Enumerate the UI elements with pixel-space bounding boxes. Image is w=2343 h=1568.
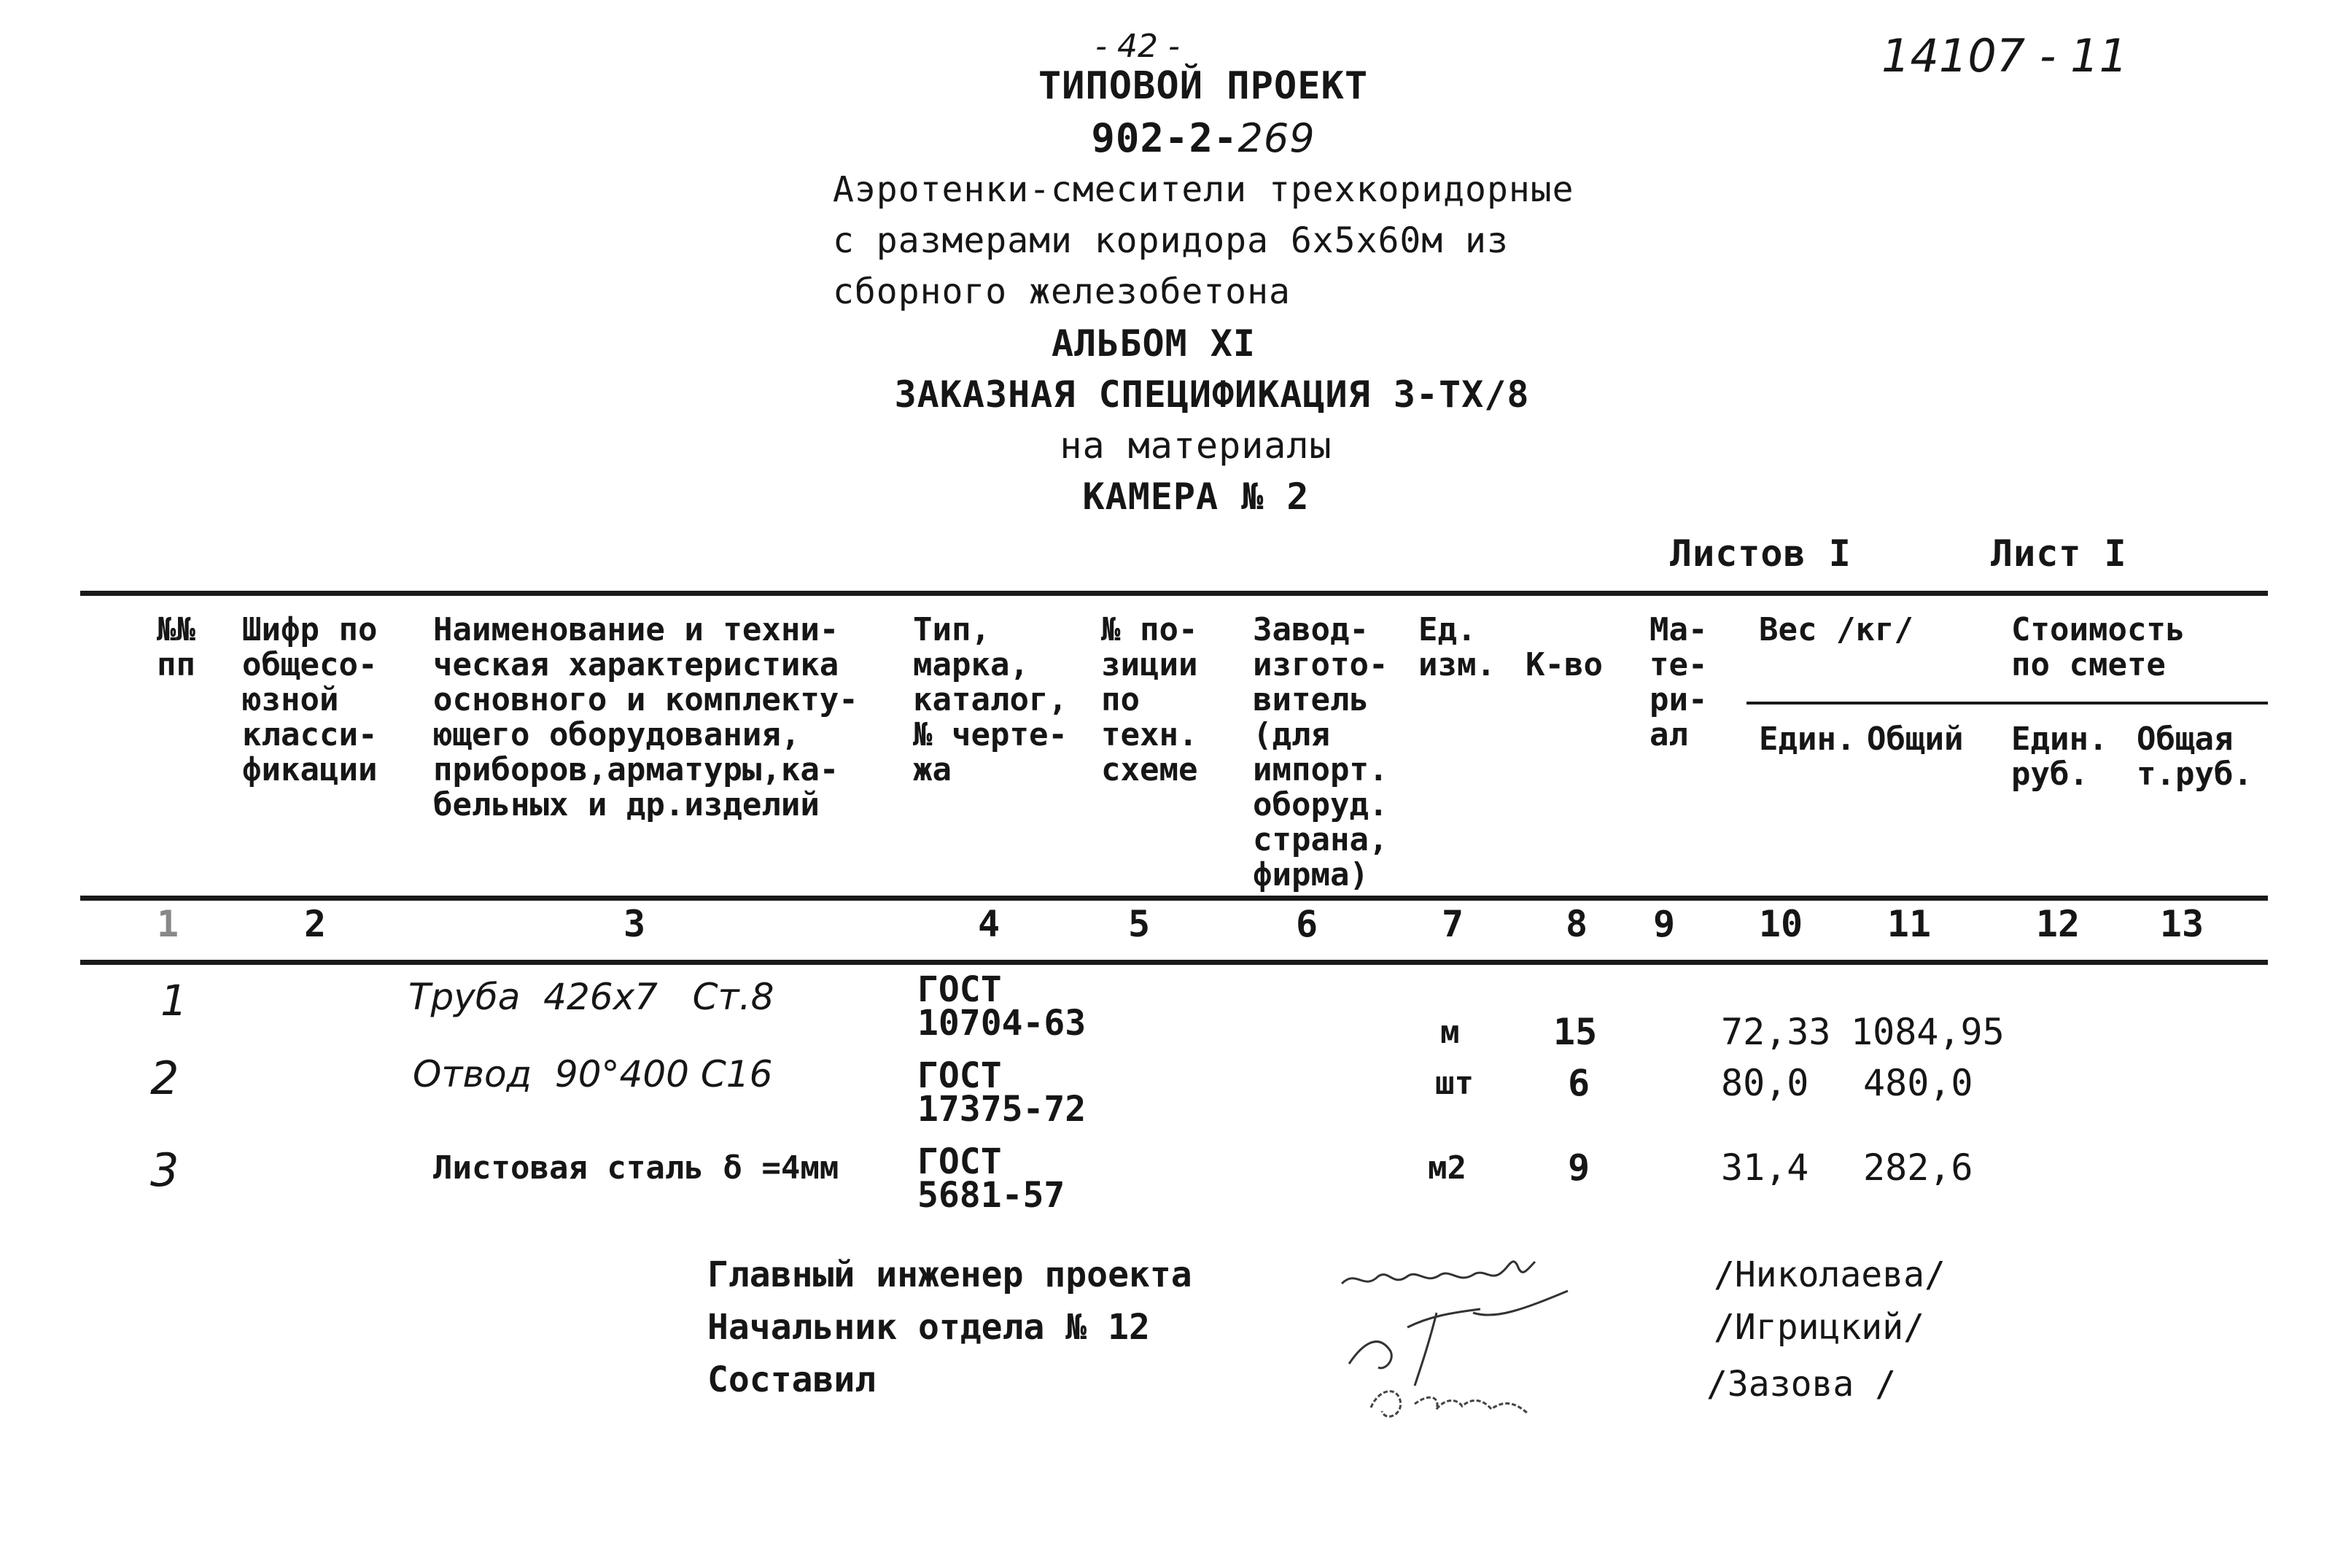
handwritten-signatures bbox=[1327, 1240, 1633, 1429]
weight-cost-subrule bbox=[1746, 702, 2268, 705]
signature-name-compiled-by: /Зазова / bbox=[1706, 1364, 1897, 1405]
table-row-2-total-weight: 480,0 bbox=[1863, 1062, 1973, 1104]
sheet-current: Лист I bbox=[1991, 532, 2127, 575]
column-number: 6 bbox=[1295, 903, 1318, 945]
project-number-suffix: 269 bbox=[1237, 115, 1316, 161]
table-row-2-name: Отвод 90°400 С16 bbox=[413, 1053, 773, 1095]
table-row-3-number: 3 bbox=[150, 1144, 179, 1197]
header-classification-code: Шифр по общесо- юзной класси- фикации bbox=[242, 611, 378, 788]
table-row-2-number: 2 bbox=[150, 1052, 179, 1105]
description-line-1: Аэротенки-смесители трехкоридорные bbox=[833, 169, 1574, 210]
column-number: 2 bbox=[303, 903, 327, 945]
column-number: 11 bbox=[1887, 903, 1932, 945]
signature-name-department-head: /Игрицкий/ bbox=[1714, 1307, 1924, 1348]
table-row-1-number: 1 bbox=[160, 976, 187, 1025]
signature-name-chief-engineer: /Николаева/ bbox=[1714, 1254, 1946, 1295]
page-number: - 42 - bbox=[1095, 28, 1180, 65]
album-title: АЛЬБОМ XI bbox=[1052, 322, 1256, 365]
column-number: 9 bbox=[1652, 903, 1676, 945]
column-number: 12 bbox=[2035, 903, 2080, 945]
table-row-3-unit: м2 bbox=[1428, 1149, 1466, 1187]
table-row-1-name: Труба 426х7 Ст.8 bbox=[408, 976, 774, 1018]
table-row-2-standard: ГОСТ 17375-72 bbox=[917, 1055, 1087, 1130]
description-line-2: с размерами коридора 6х5х60м из bbox=[833, 220, 1509, 261]
table-row-2-unit: шт bbox=[1435, 1065, 1474, 1102]
header-unit: Ед. изм. bbox=[1418, 611, 1496, 683]
header-quantity: К-во bbox=[1526, 646, 1603, 683]
table-row-1-standard: ГОСТ 10704-63 bbox=[917, 969, 1087, 1044]
column-number: 8 bbox=[1565, 903, 1588, 945]
header-cost-unit: Един. руб. bbox=[2011, 721, 2108, 793]
materials-subtitle: на материалы bbox=[1060, 424, 1332, 467]
table-row-3-unit-weight: 31,4 bbox=[1721, 1146, 1809, 1189]
document-code: 14107 - 11 bbox=[1881, 29, 2128, 82]
header-cost: Стоимость по смете bbox=[2011, 611, 2185, 683]
header-name: Наименование и техни- ческая характеристика основного и комплекту- ющего оборудования, приборов,арматуры,ка- бельных и др.изделий bbox=[433, 611, 858, 823]
sheets-total: Листов I bbox=[1670, 532, 1852, 575]
chamber-title: КАМЕРА № 2 bbox=[1082, 476, 1310, 518]
description-line-3: сборного железобетона bbox=[833, 271, 1291, 312]
table-row-3-total-weight: 282,6 bbox=[1863, 1146, 1973, 1189]
header-weight-total: Общий bbox=[1867, 721, 1964, 758]
table-row-3-standard: ГОСТ 5681-57 bbox=[917, 1141, 1065, 1216]
project-number bbox=[1091, 115, 1315, 161]
signature-role-department-head: Начальник отдела № 12 bbox=[707, 1307, 1150, 1348]
header-weight-unit: Един. bbox=[1759, 721, 1856, 758]
header-row-number: №№ пп bbox=[157, 611, 195, 683]
column-number: 5 bbox=[1127, 903, 1151, 945]
header-manufacturer: Завод- изгото- витель (для импорт. оборуд. страна, фирма) bbox=[1253, 611, 1388, 893]
signature-role-compiled-by: Составил bbox=[707, 1359, 877, 1400]
table-top-rule bbox=[80, 591, 2268, 596]
signature-role-chief-engineer: Главный инженер проекта bbox=[707, 1254, 1192, 1295]
table-row-3-quantity: 9 bbox=[1568, 1146, 1590, 1189]
table-row-1-total-weight: 1084,95 bbox=[1851, 1011, 2005, 1053]
header-type: Тип, марка, каталог, № черте- жа bbox=[913, 611, 1068, 788]
table-row-2-unit-weight: 80,0 bbox=[1721, 1062, 1809, 1104]
table-row-1-unit-weight: 72,33 bbox=[1721, 1011, 1831, 1053]
table-row-1-quantity: 15 bbox=[1553, 1011, 1598, 1053]
doc-type-title: ТИПОВОЙ ПРОЕКТ bbox=[1038, 64, 1369, 108]
table-number-row-rule bbox=[80, 960, 2268, 965]
specification-title: ЗАКАЗНАЯ СПЕЦИФИКАЦИЯ 3-ТХ/8 bbox=[894, 373, 1530, 416]
header-material: Ма- те- ри- ал bbox=[1650, 611, 1708, 753]
column-number: 13 bbox=[2159, 903, 2204, 945]
table-row-3-name: Листовая сталь δ =4мм bbox=[433, 1149, 839, 1187]
column-number: 10 bbox=[1758, 903, 1803, 945]
header-position: № по- зиции по техн. схеме bbox=[1101, 611, 1198, 788]
header-cost-total: Общая т.руб. bbox=[2137, 721, 2253, 793]
column-number: 1 bbox=[156, 903, 179, 945]
column-number: 4 bbox=[977, 903, 1000, 945]
column-number: 3 bbox=[623, 903, 646, 945]
header-weight: Вес /кг/ bbox=[1759, 611, 1913, 648]
table-header-bottom-rule bbox=[80, 896, 2268, 901]
table-row-2-quantity: 6 bbox=[1568, 1062, 1590, 1104]
column-number: 7 bbox=[1441, 903, 1464, 945]
table-row-1-unit: м bbox=[1440, 1014, 1460, 1051]
project-number-prefix: 902-2- bbox=[1091, 115, 1238, 161]
